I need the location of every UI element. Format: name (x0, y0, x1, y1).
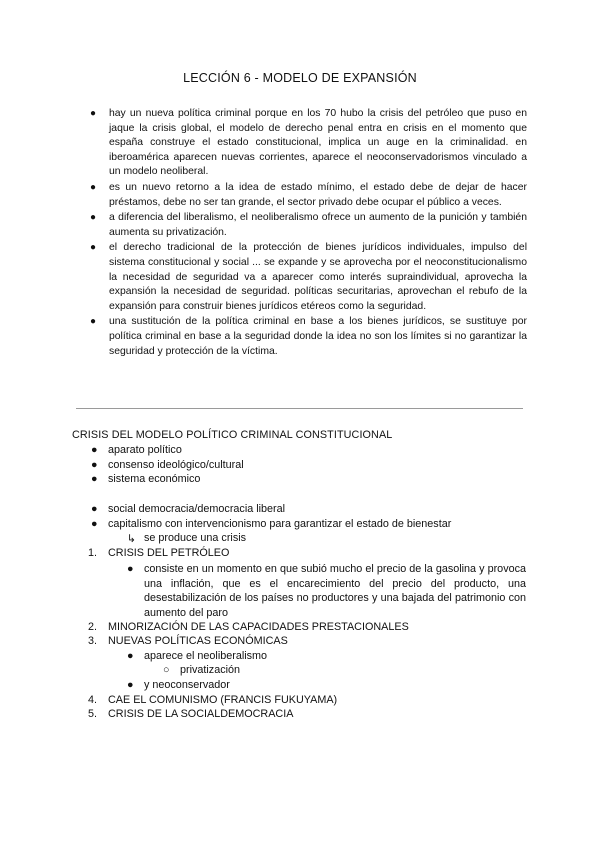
list-item-text: capitalismo con intervencionismo para garantizar el estado de bienestar (108, 518, 452, 530)
list-item (90, 211, 527, 240)
list-item-text: a diferencia del liberalismo, el neoliberalismo ofrece un aumento de la punición y también aumenta su privatización. (109, 212, 527, 238)
list-item (90, 241, 527, 314)
list-item (90, 315, 527, 359)
bullet-icon: ● (90, 212, 97, 224)
list-item-text: sistema económico (108, 473, 201, 485)
list-item-text: privatización (180, 664, 241, 676)
list-item-text: es un nuevo retorno a la idea de estado mínimo, el estado debe de dejar de hacer préstamos, debe no ser tan grande, el sector privado debe ocupar el público a veces. (109, 181, 527, 208)
list-item-text: hay un nueva política criminal porque en los 70 hubo la crisis del petróleo que puso en jaque la crisis global, el modelo de derecho penal entra en crisis en el momento que españa construye el estado constitucional, implica un auge en la criminalidad. en iberoamérica aparecen nuevas corrientes, aparece el neoconservadorismos vinculado a un modelo neoliberal. (109, 108, 527, 178)
numbered-item (88, 694, 338, 706)
list-item (91, 444, 182, 456)
numbered-item (88, 635, 288, 647)
list-item (127, 650, 268, 662)
list-item (90, 181, 527, 210)
bullet-icon: ● (91, 473, 98, 485)
horizontal-divider (76, 408, 523, 409)
numbered-item (88, 621, 409, 633)
list-item (91, 518, 452, 530)
bullet-icon: ● (91, 503, 98, 515)
bullet-icon: ● (90, 108, 97, 119)
item-number: 4. (88, 694, 98, 706)
bullet-icon: ● (90, 316, 97, 328)
list-item-text: una sustitución de la política criminal en base a los bienes jurídicos, se sustituye por política criminal en base a la seguridad donde la idea no son los límites si no garantizar la seguridad y protección de la víctima. (109, 316, 527, 357)
section-heading: CRISIS DEL MODELO POLÍTICO CRIMINAL CONSTITUCIONAL (72, 429, 393, 441)
list-item (91, 503, 286, 515)
item-number: 5. (88, 708, 98, 720)
arrow-icon: ↳ (127, 533, 137, 545)
bullet-icon: ● (90, 242, 97, 254)
list-item-text: consiste en un momento en que subió mucho el precio de la gasolina y provoca una inflación, que es el encarecimiento del precio del producto, una desestabilización de los países no productores y una bajada del patrimonio con aumento del paro (144, 563, 526, 620)
list-item (90, 107, 527, 180)
list-item-text: aparece el neoliberalismo (144, 650, 268, 662)
bullet-icon: ● (127, 650, 134, 662)
list-item (91, 459, 244, 471)
page-title: LECCIÓN 6 - MODELO DE EXPANSIÓN (183, 71, 417, 85)
bullet-icon: ● (90, 181, 97, 193)
item-number: 2. (88, 621, 98, 633)
list-item (127, 532, 247, 545)
list-item-text: se produce una crisis (144, 532, 247, 544)
item-number: 3. (88, 635, 98, 647)
numbered-item (88, 708, 294, 720)
bullet-icon: ● (127, 679, 134, 691)
list-item-text: el derecho tradicional de la protección de bienes jurídicos individuales, impulso del sistema constitucional y social ... se expande y se aprovecha por el neoconstitucionalismo la necesidad de seguridad va a aparecer como interés supraindividual, aprovecha la expansión la necesidad de seguridad. políticas securitarias, aprovechan el rebufo de la expansión para construir bienes jurídicos etéreos como la seguridad. (109, 242, 527, 312)
list-item (163, 664, 241, 676)
list-item-text: y neoconservador (144, 679, 230, 691)
list-item (127, 679, 230, 691)
numbered-item (88, 547, 230, 559)
numbered-item-text: CAE EL COMUNISMO (FRANCIS FUKUYAMA) (108, 694, 338, 706)
bullet-icon: ● (127, 563, 134, 575)
numbered-item-text: NUEVAS POLÍTICAS ECONÓMICAS (108, 635, 288, 647)
list-item-text: consenso ideológico/cultural (108, 459, 244, 471)
list-item (127, 562, 526, 621)
list-item-text: social democracia/democracia liberal (108, 503, 286, 515)
hollow-bullet-icon: ○ (163, 664, 170, 676)
intro-bullet-list (90, 107, 527, 360)
numbered-item-text: MINORIZACIÓN DE LAS CAPACIDADES PRESTACIONALES (108, 621, 409, 633)
list-item (91, 473, 201, 485)
bullet-icon: ● (91, 444, 98, 456)
bullet-icon: ● (91, 518, 98, 530)
numbered-item-text: CRISIS DE LA SOCIALDEMOCRACIA (108, 708, 294, 720)
numbered-item-text: CRISIS DEL PETRÓLEO (108, 547, 230, 559)
bullet-icon: ● (91, 459, 98, 471)
list-item-text: aparato político (108, 444, 182, 456)
item-number: 1. (88, 547, 98, 559)
